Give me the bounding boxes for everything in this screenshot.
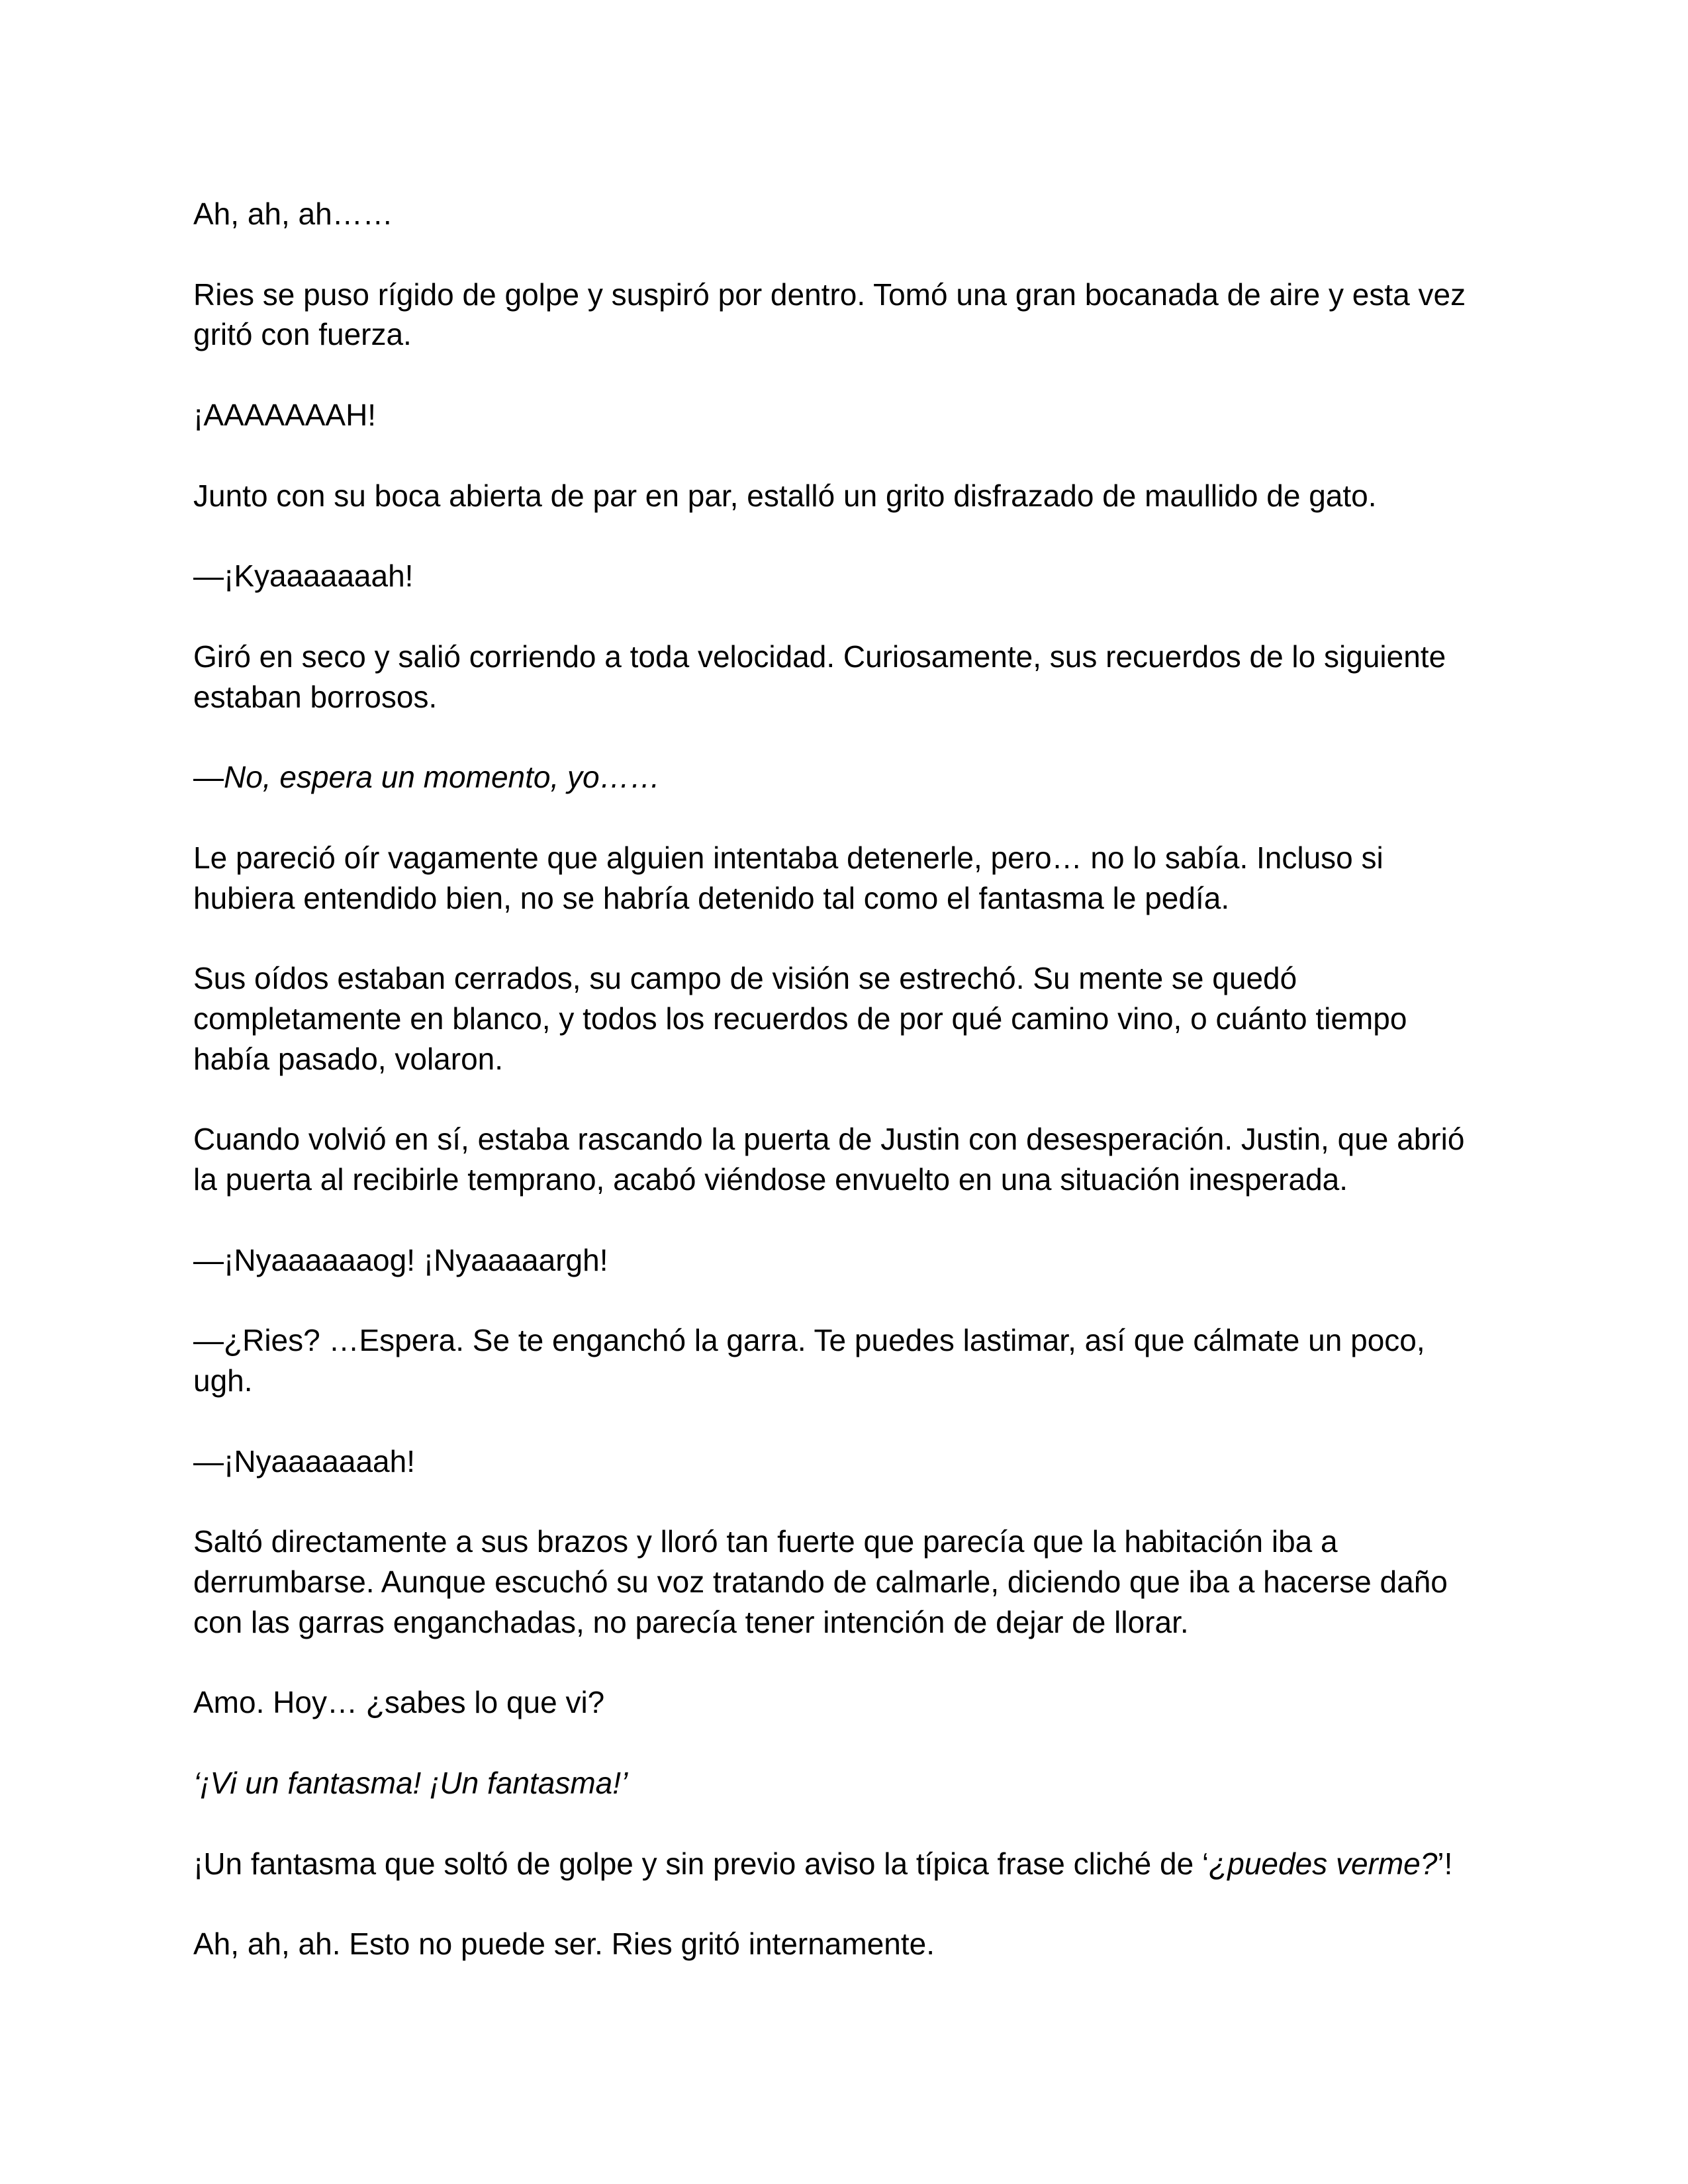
text-run: Giró en seco y salió corriendo a toda velocidad. Curiosamente, sus recuerdos de lo siguiente	[193, 639, 1446, 674]
text-line	[193, 1763, 1517, 1803]
paragraph	[193, 1522, 1517, 1642]
paragraph	[193, 1240, 1517, 1281]
text-line	[193, 1160, 1517, 1200]
text-run: Ries se puso rígido de golpe y suspiró por dentro. Tomó una gran bocanada de aire y esta vez	[193, 277, 1466, 312]
text-run: —	[193, 760, 224, 795]
document-body	[193, 194, 1517, 1964]
text-run: —¿Ries? …Espera. Se te enganchó la garra. Te puedes lastimar, así que cálmate un poco,	[193, 1323, 1425, 1358]
text-line	[193, 1924, 1517, 1964]
text-run: Junto con su boca abierta de par en par, estalló un grito disfrazado de maullido de gato.	[193, 478, 1377, 513]
text-run: Ah, ah, ah……	[193, 197, 393, 231]
italic-text-run: No, espera un momento, yo……	[224, 760, 661, 795]
text-run: Cuando volvió en sí, estaba rascando la puerta de Justin con desesperación. Justin, que abrió	[193, 1122, 1465, 1157]
text-line	[193, 1361, 1517, 1401]
text-line	[193, 757, 1517, 797]
paragraph	[193, 1682, 1517, 1723]
text-line	[193, 275, 1517, 315]
text-line	[193, 1320, 1517, 1361]
text-line	[193, 1039, 1517, 1079]
text-line	[193, 637, 1517, 677]
text-line	[193, 1119, 1517, 1160]
text-line	[193, 395, 1517, 435]
text-line	[193, 1682, 1517, 1723]
paragraph	[193, 556, 1517, 596]
paragraph	[193, 637, 1517, 717]
text-run: Le pareció oír vagamente que alguien intentaba detenerle, pero… no lo sabía. Incluso si	[193, 840, 1383, 875]
text-run: estaban borrosos.	[193, 679, 438, 714]
text-run: —¡Nyaaaaaaog! ¡Nyaaaaargh!	[193, 1242, 608, 1277]
text-line	[193, 1441, 1517, 1482]
text-run: Sus oídos estaban cerrados, su campo de visión se estrechó. Su mente se quedó	[193, 961, 1297, 996]
paragraph	[193, 275, 1517, 355]
italic-text-run: ‘¡Vi un fantasma! ¡Un fantasma!’	[193, 1766, 628, 1801]
text-run: Saltó directamente a sus brazos y lloró tan fuerte que parecía que la habitación iba a	[193, 1524, 1338, 1559]
paragraph	[193, 194, 1517, 234]
paragraph	[193, 1119, 1517, 1200]
paragraph	[193, 476, 1517, 516]
text-run: la puerta al recibirle temprano, acabó viéndose envuelto en una situación inesperada.	[193, 1162, 1348, 1197]
paragraph	[193, 958, 1517, 1079]
text-run: Ah, ah, ah. Esto no puede ser. Ries gritó internamente.	[193, 1927, 935, 1962]
text-line	[193, 194, 1517, 234]
text-line	[193, 958, 1517, 999]
paragraph	[193, 1441, 1517, 1482]
text-line	[193, 1562, 1517, 1602]
paragraph	[193, 395, 1517, 435]
text-line	[193, 1844, 1517, 1884]
text-run: gritó con fuerza.	[193, 317, 412, 352]
text-run: derrumbarse. Aunque escuchó su voz tratando de calmarle, diciendo que iba a hacerse daño	[193, 1565, 1448, 1600]
text-line	[193, 999, 1517, 1039]
text-line	[193, 838, 1517, 878]
text-line	[193, 476, 1517, 516]
paragraph	[193, 1320, 1517, 1401]
text-run: ugh.	[193, 1363, 253, 1398]
paragraph	[193, 1844, 1517, 1884]
paragraph	[193, 838, 1517, 919]
paragraph	[193, 1763, 1517, 1803]
text-run: completamente en blanco, y todos los recuerdos de por qué camino vino, o cuánto tiempo	[193, 1001, 1407, 1036]
text-run: ¡Un fantasma que soltó de golpe y sin previo aviso la típica frase cliché de ‘	[193, 1846, 1209, 1881]
text-line	[193, 314, 1517, 355]
text-run: Amo. Hoy… ¿sabes lo que vi?	[193, 1685, 605, 1720]
text-line	[193, 878, 1517, 919]
text-line	[193, 1240, 1517, 1281]
text-run: había pasado, volaron.	[193, 1041, 504, 1076]
paragraph	[193, 757, 1517, 797]
text-line	[193, 677, 1517, 717]
text-line	[193, 1602, 1517, 1643]
text-run: —¡Kyaaaaaaah!	[193, 559, 414, 594]
text-run: —¡Nyaaaaaaah!	[193, 1443, 415, 1479]
text-line	[193, 1522, 1517, 1562]
text-run: hubiera entendido bien, no se habría detenido tal como el fantasma le pedía.	[193, 880, 1230, 915]
paragraph	[193, 1924, 1517, 1964]
text-run: con las garras enganchadas, no parecía tener intención de dejar de llorar.	[193, 1604, 1189, 1639]
text-run: ’!	[1437, 1846, 1453, 1881]
text-run: ¡AAAAAAAH!	[193, 397, 377, 432]
text-line	[193, 556, 1517, 596]
italic-text-run: ¿puedes verme?	[1209, 1846, 1438, 1881]
